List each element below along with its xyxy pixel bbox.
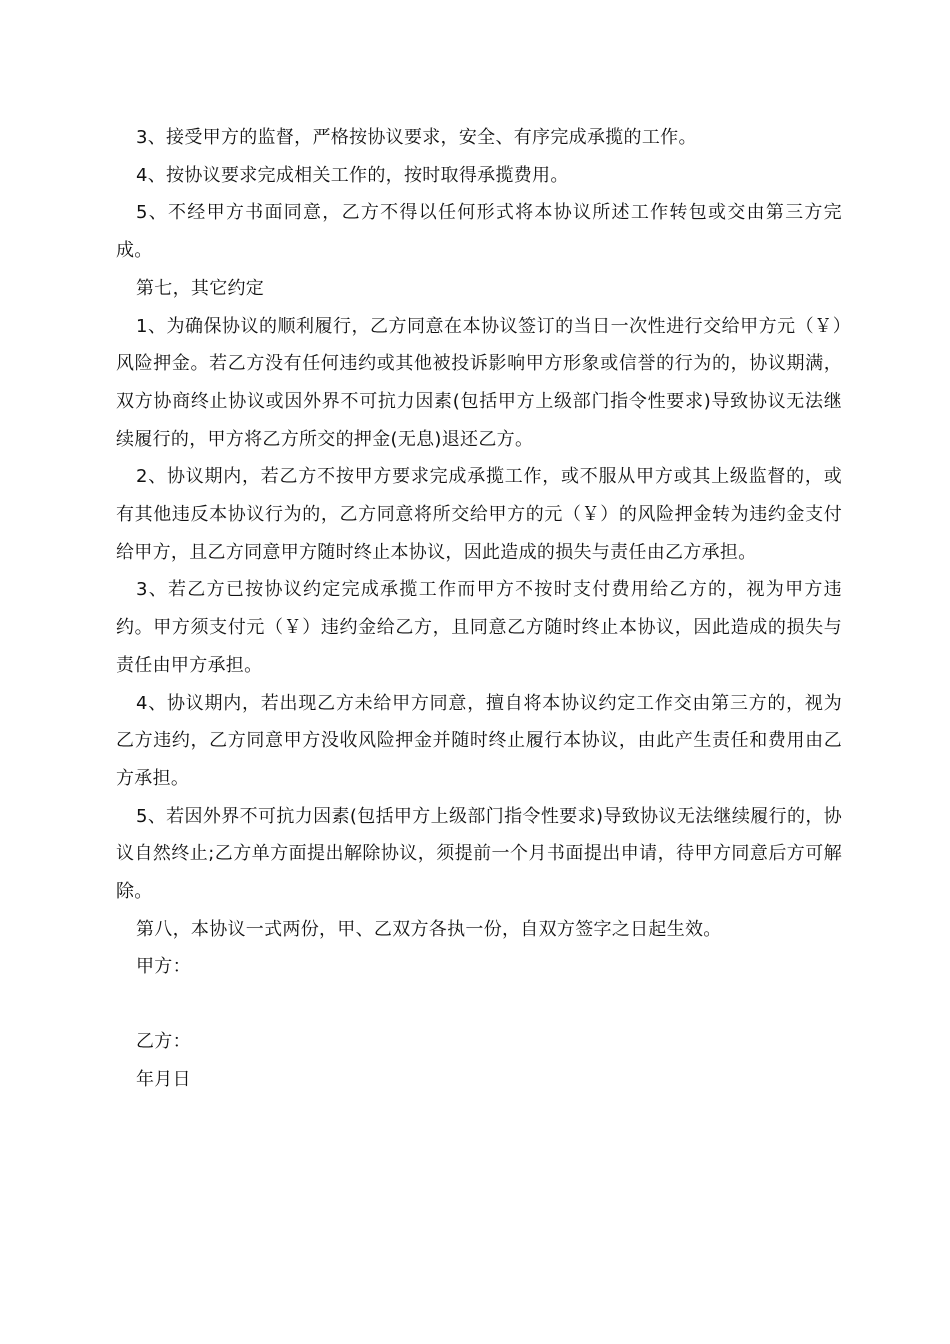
signature-spacer (116, 986, 842, 1023)
clause-7-item-1: 1、为确保协议的顺利履行，乙方同意在本协议签订的当日一次性进行交给甲方元（￥）风险押金。若乙方没有任何违约或其他被投诉影响甲方形象或信誉的行为的，协议期满，双方协商终止协议或因外界不可抗力因素(包括甲方上级部门指令性要求)导致协议无法继续履行的，甲方将乙方所交的押金(无息)退还乙方。 (116, 315, 842, 450)
clause-6-item-3: 3、接受甲方的监督，严格按协议要求，安全、有序完成承揽的工作。 (136, 127, 697, 148)
clause-6-item-5: 5、不经甲方书面同意，乙方不得以任何形式将本协议所述工作转包或交由第三方完成。 (116, 202, 842, 262)
clause-7-item-2: 2、协议期内，若乙方不按甲方要求完成承揽工作，或不服从甲方或其上级监督的，或有其他违反本协议行为的，乙方同意将所交给甲方的元（￥）的风险押金转为违约金支付给甲方，且乙方同意甲方随时终止本协议，因此造成的损失与责任由乙方承担。 (116, 466, 842, 563)
party-a-signature-label: 甲方： (136, 956, 191, 978)
clause-6-item-4: 4、按协议要求完成相关工作的，按时取得承揽费用。 (136, 164, 569, 186)
party-b-signature-label: 乙方： (136, 1031, 191, 1053)
clause-7-item-4: 4、协议期内，若出现乙方未给甲方同意，擅自将本协议约定工作交由第三方的，视为乙方违约，乙方同意甲方没收风险押金并随时终止履行本协议，由此产生责任和费用由乙方承担。 (116, 692, 842, 789)
section-8-text: 第八，本协议一式两份，甲、乙双方各执一份，自双方签字之日起生效。 (136, 918, 722, 940)
date-line: 年月日 (136, 1068, 191, 1090)
document-body (116, 119, 842, 1099)
section-7-heading: 第七，其它约定 (136, 277, 265, 299)
clause-7-item-5: 5、若因外界不可抗力因素(包括甲方上级部门指令性要求)导致协议无法继续履行的，协议自然终止;乙方单方面提出解除协议，须提前一个月书面提出申请，待甲方同意后方可解除。 (116, 805, 842, 903)
clause-7-item-3: 3、若乙方已按协议约定完成承揽工作而甲方不按时支付费用给乙方的，视为甲方违约。甲方须支付元（￥）违约金给乙方，且同意乙方随时终止本协议，因此造成的损失与责任由甲方承担。 (116, 579, 842, 676)
